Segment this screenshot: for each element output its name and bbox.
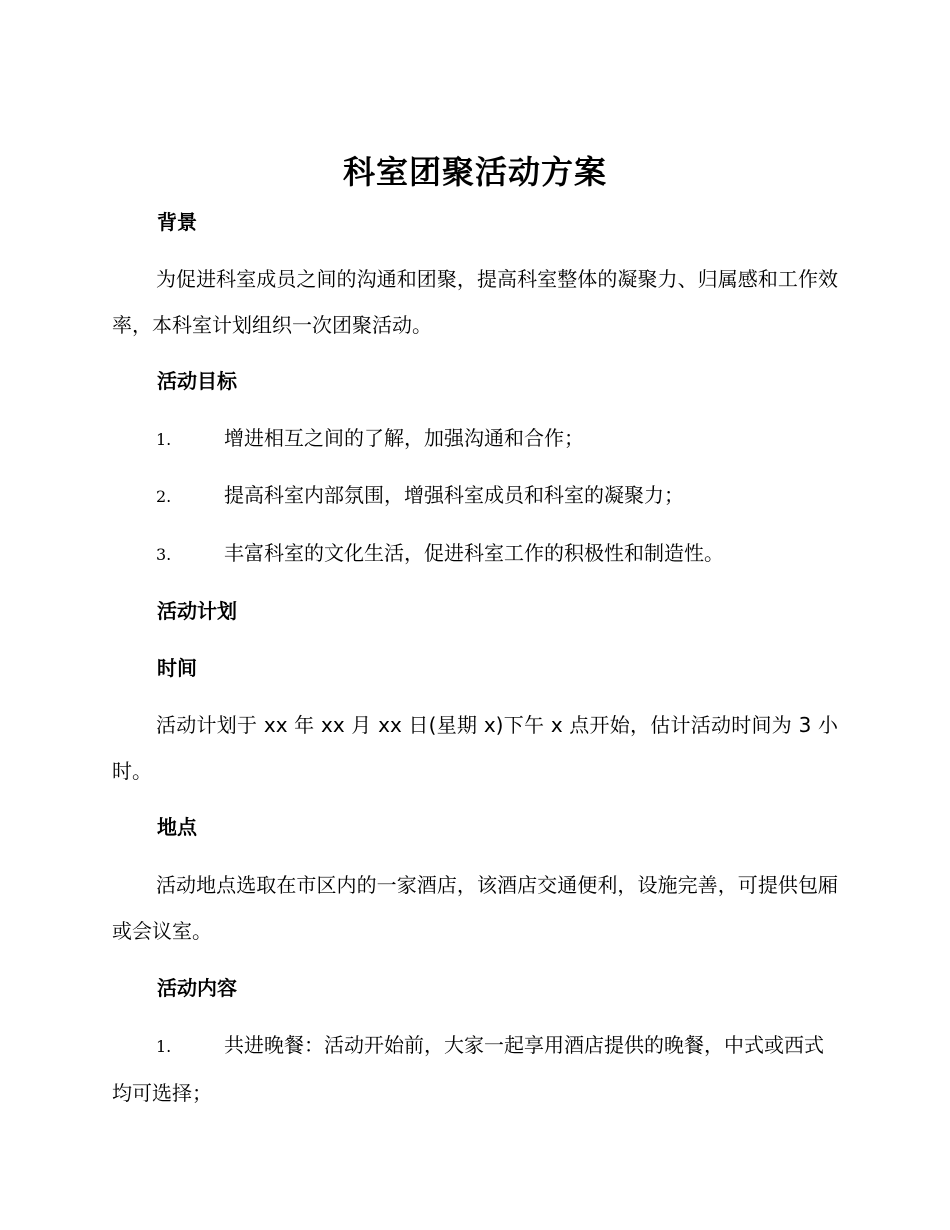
list-item bbox=[112, 1022, 838, 1116]
list-item bbox=[112, 415, 838, 463]
document-title: 科室团聚活动方案 bbox=[342, 153, 607, 191]
heading-background: 背景 bbox=[157, 210, 197, 234]
list-item bbox=[112, 472, 838, 520]
list-item-number: 3. bbox=[156, 545, 172, 564]
heading-plan: 活动计划 bbox=[157, 599, 237, 623]
list-item-text: 共进晚餐：活动开始前，大家一起享用酒店提供的晚餐，中式或西式均可选择； bbox=[112, 1033, 824, 1105]
list-item-number: 1. bbox=[156, 1037, 172, 1056]
paragraph-background: 为促进科室成员之间的沟通和团聚，提高科室整体的凝聚力、归属感和工作效率，本科室计划组织一次团聚活动。 bbox=[112, 267, 838, 337]
heading-goals: 活动目标 bbox=[157, 369, 237, 393]
heading-location: 地点 bbox=[157, 815, 197, 839]
list-item-number: 2. bbox=[156, 487, 172, 506]
list-item-text: 提高科室内部氛围，增强科室成员和科室的凝聚力； bbox=[224, 483, 684, 507]
paragraph-time: 活动计划于 xx 年 xx 月 xx 日(星期 x)下午 x 点开始，估计活动时间为 3 小时。 bbox=[112, 713, 838, 783]
list-item bbox=[112, 530, 838, 578]
list-item-number: 1. bbox=[156, 430, 172, 449]
list-item-text: 增进相互之间的了解，加强沟通和合作； bbox=[224, 426, 584, 450]
heading-content: 活动内容 bbox=[157, 976, 237, 1000]
heading-time: 时间 bbox=[157, 656, 197, 680]
paragraph-location: 活动地点选取在市区内的一家酒店，该酒店交通便利，设施完善，可提供包厢或会议室。 bbox=[112, 873, 838, 943]
list-item-text: 丰富科室的文化生活，促进科室工作的积极性和制造性。 bbox=[224, 541, 724, 565]
